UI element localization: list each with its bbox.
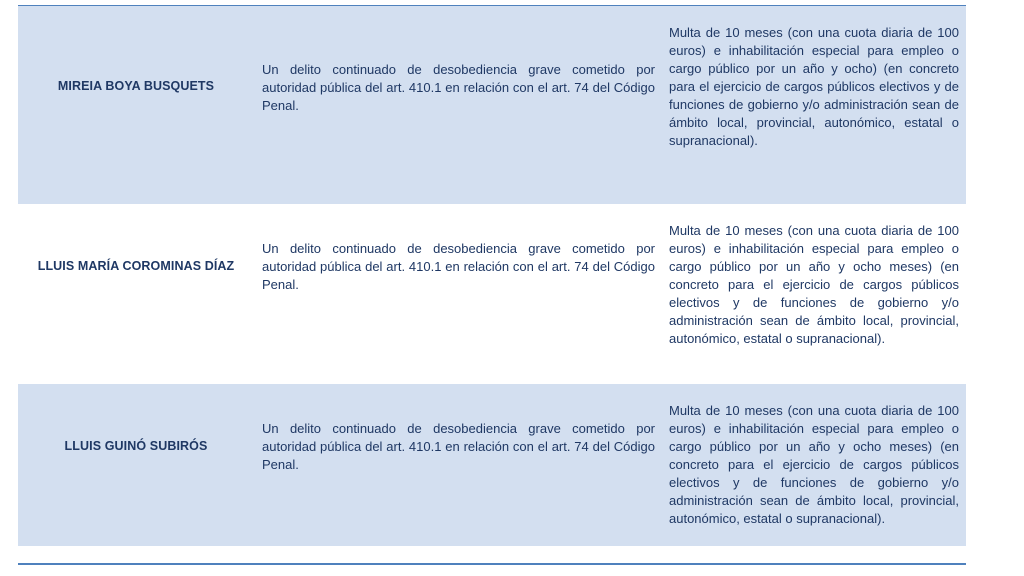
table-row (18, 204, 966, 384)
table-row (18, 384, 966, 546)
crime-description: Un delito continuado de desobediencia grave cometido por autoridad pública del art. 410.1 en relación con el art. 74 del Código Penal. (262, 62, 655, 113)
crime-description: Un delito continuado de desobediencia grave cometido por autoridad pública del art. 410.1 en relación con el art. 74 del Código Penal. (262, 421, 655, 472)
penalty-description: Multa de 10 meses (con una cuota diaria de 100 euros) e inhabilitación especial para empleo o cargo público por un año y ocho meses) (en concreto para el ejercicio de cargos públicos electivos y de funciones de gobierno y/o administración sean de ámbito local, provincial, autonómico, estatal o supranacional). (669, 403, 959, 526)
table-row (18, 6, 966, 204)
defendant-name: MIREIA BOYA BUSQUETS (57, 79, 215, 93)
penalty-description: Multa de 10 meses (con una cuota diaria de 100 euros) e inhabilitación especial para empleo o cargo público por un año y ocho meses) (en concreto para el ejercicio de cargos públicos electivos y de funciones de gobierno y/o administración sean de ámbito local, provincial, autonómico, estatal o supranacional). (669, 223, 959, 346)
penalty-description: Multa de 10 meses (con una cuota diaria de 100 euros) e inhabilitación especial para empleo o cargo público por un año y ocho) (en concreto para el ejercicio de cargos públicos electivos y de funciones de gobierno y/o administración sean de ámbito local, provincial, autonómico, estatal o supranacional). (669, 25, 959, 148)
crime-description: Un delito continuado de desobediencia grave cometido por autoridad pública del art. 410.1 en relación con el art. 74 del Código Penal. (262, 241, 655, 292)
defendant-name: LLUIS GUINÓ SUBIRÓS (64, 439, 208, 453)
defendant-name: LLUIS MARÍA COROMINAS DÍAZ (37, 259, 235, 273)
table-bottom-rule (18, 563, 966, 565)
